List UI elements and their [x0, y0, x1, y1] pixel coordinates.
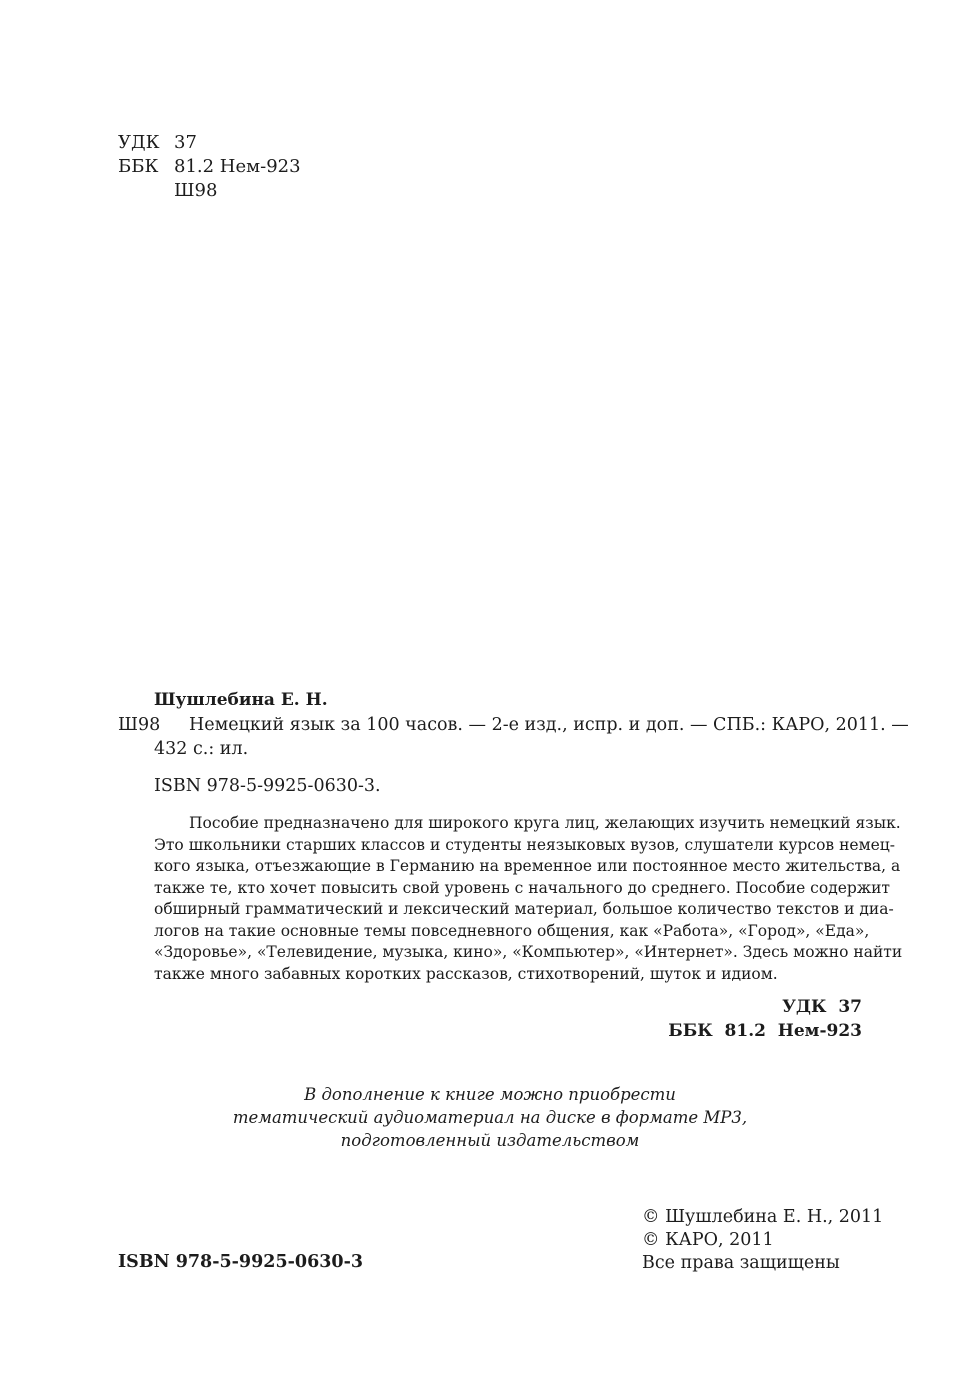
record-author: Шушлебина Е. Н.: [154, 690, 328, 710]
annotation-line: кого языка, отъезжающие в Германию на временное или постоянное место жительства, а: [154, 857, 901, 875]
udk-label: УДК: [118, 132, 160, 153]
record-title-line-2: 432 с.: ил.: [154, 739, 249, 759]
record-isbn: ISBN 978-5-9925-0630-3.: [154, 776, 381, 796]
annotation-line: также много забавных коротких рассказов, стихотворений, шуток и идиом.: [154, 964, 778, 983]
annotation-line: логов на такие основные темы повседневного общения, как «Работа», «Город», «Еда»,: [154, 921, 870, 940]
bbk-value: 81.2 Нем-923: [174, 156, 301, 177]
annotation-line: Пособие предназначено для широкого круга лиц, желающих изучить немецкий язык.: [189, 814, 901, 832]
audio-promo-note: [0, 1083, 957, 1152]
annotation-line: Это школьники старших классов и студенты неязыковых вузов, слушатели курсов немец-: [154, 835, 896, 854]
annotation-line: также те, кто хочет повысить свой уровень с начального до среднего. Пособие содержит: [154, 878, 890, 897]
annotation-line: «Здоровье», «Телевидение, музыка, кино», «Компьютер», «Интернет». Здесь можно найти: [154, 943, 903, 961]
bbk-label: ББК: [118, 156, 159, 177]
udk-value: 37: [174, 132, 197, 153]
rights-reserved: Все права защищены: [642, 1253, 840, 1273]
author-mark: Ш98: [174, 180, 218, 201]
bbk-row: [118, 156, 301, 178]
index-bbk: ББК 81.2 Нем-923: [668, 1021, 862, 1041]
isbn-bottom: ISBN 978-5-9925-0630-3: [118, 1252, 364, 1272]
udk-row: [118, 132, 197, 154]
index-udk: УДК 37: [782, 997, 862, 1017]
index-codes-right: [668, 995, 862, 1043]
copyright-publisher: © КАРО, 2011: [642, 1230, 774, 1250]
author-mark-row: [118, 180, 217, 202]
promo-line: подготовленный издательством: [340, 1131, 640, 1150]
promo-line: В дополнение к книге можно приобрести: [304, 1085, 676, 1104]
record-author-mark: Ш98: [118, 715, 161, 735]
record-title-line-1: Немецкий язык за 100 часов. — 2-е изд., испр. и доп. — СПБ.: КАРО, 2011. —: [189, 715, 909, 735]
copyright-block: [642, 1206, 883, 1275]
copyright-author: © Шушлебина Е. Н., 2011: [642, 1207, 884, 1227]
annotation: [154, 813, 903, 985]
promo-line: тематический аудиоматериал на диске в формате МР3,: [232, 1108, 748, 1127]
annotation-line: обширный грамматический и лексический материал, большое количество текстов и диа-: [154, 900, 894, 918]
